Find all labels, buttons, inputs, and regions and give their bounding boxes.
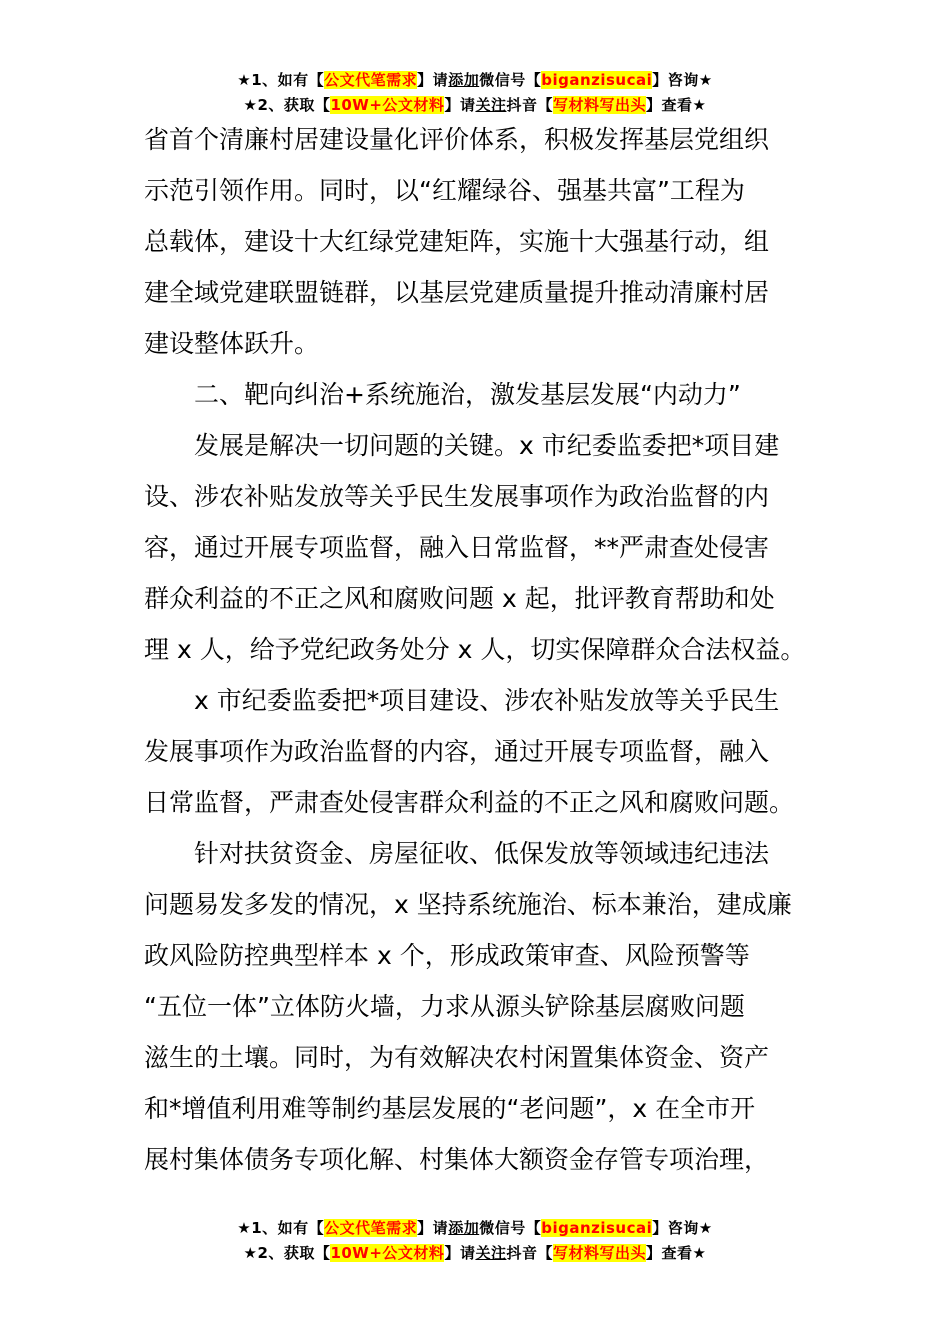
text-line: 总载体，建设十大红绿党建矩阵，实施十大强基行动，组 (144, 227, 770, 256)
text-line: 理 x 人，给予党纪政务处分 x 人，切实保障群众合法权益。 (144, 635, 806, 664)
promo-text: 】咨询★ (652, 1219, 713, 1237)
promo-text: 】请 (417, 1219, 449, 1237)
text-line: 示范引领作用。同时，以“红耀绿谷、强基共富”工程为 (144, 176, 745, 205)
promo-text: 】请 (444, 96, 476, 114)
promo-emphasis: 关注 (475, 1244, 507, 1262)
promo-highlight: biganzisucai (541, 1219, 653, 1237)
text-line: 设、涉农补贴发放等关乎民生发展事项作为政治监督的内 (144, 482, 770, 511)
promo-text: 抖音【 (506, 1244, 553, 1262)
promo-line-1 (0, 1216, 950, 1241)
text-line: 问题易发多发的情况，x 坚持系统施治、标本兼治，建成廉 (144, 890, 792, 919)
text-line: 省首个清廉村居建设量化评价体系，积极发挥基层党组织 (144, 125, 770, 154)
text-line: “五位一体”立体防火墙，力求从源头铲除基层腐败问题 (144, 992, 745, 1021)
text-line: 日常监督，严肃查处侵害群众利益的不正之风和腐败问题。 (144, 788, 795, 817)
promo-text: ★1、如有【 (237, 1219, 325, 1237)
promo-text: 】请 (444, 1244, 476, 1262)
promo-text: 】咨询★ (652, 71, 713, 89)
promo-banner-top (0, 68, 950, 118)
section-heading: 二、靶向纠治+系统施治，激发基层发展“内动力” (194, 380, 741, 409)
promo-line-1 (0, 68, 950, 93)
promo-text: 】查看★ (646, 1244, 707, 1262)
text-line: 展村集体债务专项化解、村集体大额资金存管专项治理， (144, 1145, 770, 1174)
document-body (144, 114, 812, 1185)
promo-emphasis: 关注 (475, 96, 507, 114)
promo-highlight: 10W+公文材料 (330, 1244, 445, 1262)
text-line: 政风险防控典型样本 x 个，形成政策审查、风险预警等 (144, 941, 750, 970)
promo-highlight: 公文代笔需求 (324, 1219, 418, 1237)
text-line: 发展是解决一切问题的关键。x 市纪委监委把*项目建 (194, 431, 780, 460)
paragraph (144, 114, 812, 369)
promo-emphasis: 添加 (448, 1219, 480, 1237)
promo-highlight: biganzisucai (541, 71, 653, 89)
promo-highlight: 10W+公文材料 (330, 96, 445, 114)
promo-line-2 (0, 1241, 950, 1266)
promo-emphasis: 添加 (448, 71, 480, 89)
text-line: x 市纪委监委把*项目建设、涉农补贴发放等关乎民生 (194, 686, 780, 715)
promo-text: 微信号【 (479, 71, 542, 89)
paragraph (144, 675, 812, 828)
promo-text: 】请 (417, 71, 449, 89)
promo-text: 抖音【 (506, 96, 553, 114)
promo-highlight: 公文代笔需求 (324, 71, 418, 89)
text-line: 和*增值利用难等制约基层发展的“老问题”，x 在全市开 (144, 1094, 756, 1123)
promo-text: 】查看★ (646, 96, 707, 114)
text-line: 容，通过开展专项监督，融入日常监督，**严肃查处侵害 (144, 533, 770, 562)
text-line: 建全域党建联盟链群，以基层党建质量提升推动清廉村居 (144, 278, 770, 307)
paragraph (144, 420, 812, 675)
promo-banner-bottom (0, 1216, 950, 1266)
promo-highlight: 写材料写出头 (552, 96, 646, 114)
text-line: 发展事项作为政治监督的内容，通过开展专项监督，融入 (144, 737, 770, 766)
promo-highlight: 写材料写出头 (552, 1244, 646, 1262)
text-line: 滋生的土壤。同时，为有效解决农村闲置集体资金、资产 (144, 1043, 770, 1072)
text-line: 建设整体跃升。 (144, 329, 320, 358)
promo-text: ★1、如有【 (237, 71, 325, 89)
text-line: 群众利益的不正之风和腐败问题 x 起，批评教育帮助和处 (144, 584, 775, 613)
paragraph (144, 828, 812, 1185)
promo-text: 微信号【 (479, 1219, 542, 1237)
paragraph (144, 369, 812, 420)
promo-text: ★2、获取【 (243, 1244, 331, 1262)
text-line: 针对扶贫资金、房屋征收、低保发放等领域违纪违法 (194, 839, 770, 868)
promo-text: ★2、获取【 (243, 96, 331, 114)
